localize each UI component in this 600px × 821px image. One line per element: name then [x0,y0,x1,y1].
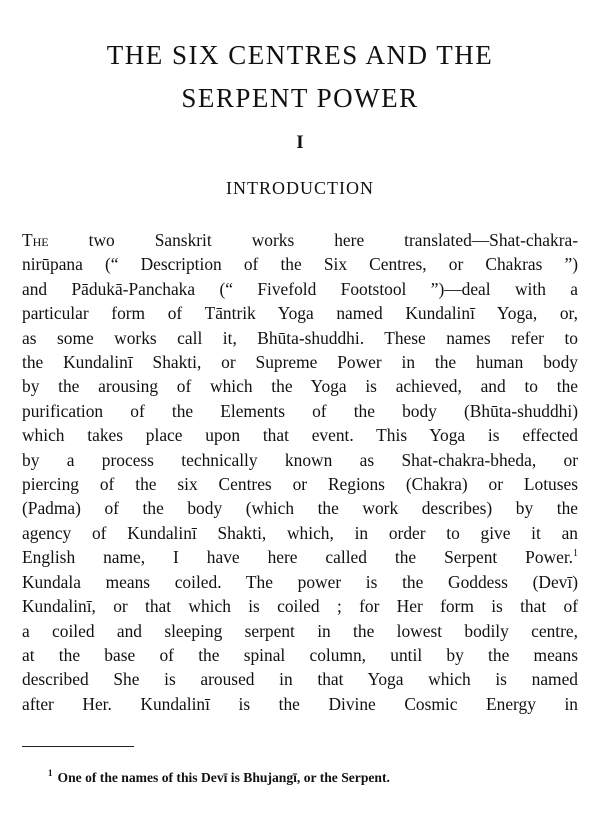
body-line [22,472,578,496]
body-line-text: piercing of the six Centres or Regions (Chakra) or Lotuses [22,474,578,495]
body-line-text: by a process technically known as Shat-chakra-bheda, or [22,449,578,470]
body-line [22,350,578,374]
body-line [22,228,578,252]
footnote [48,770,390,786]
body-line-text: English name, I have here called the Serpent Power. [22,547,573,568]
body-paragraph [22,228,578,716]
body-line [22,521,578,545]
body-line-text: Kundala means coiled. The power is the Goddess (Devī) [22,571,578,592]
chapter-number: I [296,132,304,153]
body-line-text: (Padma) of the body (which the work describes) by the [22,498,578,519]
body-line [22,667,578,691]
body-line [22,594,578,618]
footnote-reference[interactable]: 1 [573,548,578,560]
body-line [22,277,578,301]
book-title-line-1: THE SIX CENTRES AND THE [106,40,494,70]
chapter-title: INTRODUCTION [226,178,374,198]
body-line [22,399,578,423]
body-line-text: two Sanskrit works here translated—Shat-chakra- [48,230,578,250]
body-line-text: after Her. Kundalinī is the Divine Cosmic Energy in [22,693,578,714]
body-line-text: purification of the Elements of the body (Bhūta-shuddhi) [22,400,578,421]
body-line [22,301,578,325]
body-line [22,619,578,643]
body-line [22,374,578,398]
body-line-text: Kundalinī, or that which is coiled ; for Her form is that of [22,596,578,617]
body-line-text: and Pādukā-Panchaka (“ Fivefold Footstool ”)—deal with a [22,278,578,299]
body-line [22,643,578,667]
body-line [22,692,578,716]
body-line [22,423,578,447]
body-line-text: a coiled and sleeping serpent in the lowest bodily centre, [22,620,578,641]
body-line-text: particular form of Tāntrik Yoga named Kundalinī Yoga, or, [22,303,578,324]
body-line-text: by the arousing of which the Yoga is achieved, and to the [22,376,578,397]
body-line-text: agency of Kundalinī Shakti, which, in order to give it an [22,522,578,543]
body-line [22,570,578,594]
book-title-line-2: SERPENT POWER [181,83,419,113]
body-line-text: described She is aroused in that Yoga which is named [22,669,578,690]
body-line [22,326,578,350]
footnote-text: One of the names of this Devī is Bhujangī, or the Serpent. [57,770,390,785]
body-line [22,496,578,520]
body-line-text: nirūpana (“ Description of the Six Centres, or Chakras ”) [22,254,578,275]
paragraph-lead-word: The [22,230,49,250]
book-title [0,34,600,120]
body-line-text: the Kundalinī Shakti, or Supreme Power in the human body [22,352,578,373]
body-line [22,448,578,472]
body-line [22,252,578,276]
body-line-text: as some works call it, Bhūta-shuddhi. These names refer to [22,327,578,348]
body-line-text: which takes place upon that event. This Yoga is effected [22,425,578,446]
footnote-divider [22,746,134,747]
body-line-text: at the base of the spinal column, until by the means [22,644,578,665]
body-line [22,545,578,569]
footnote-marker: 1 [48,768,53,779]
